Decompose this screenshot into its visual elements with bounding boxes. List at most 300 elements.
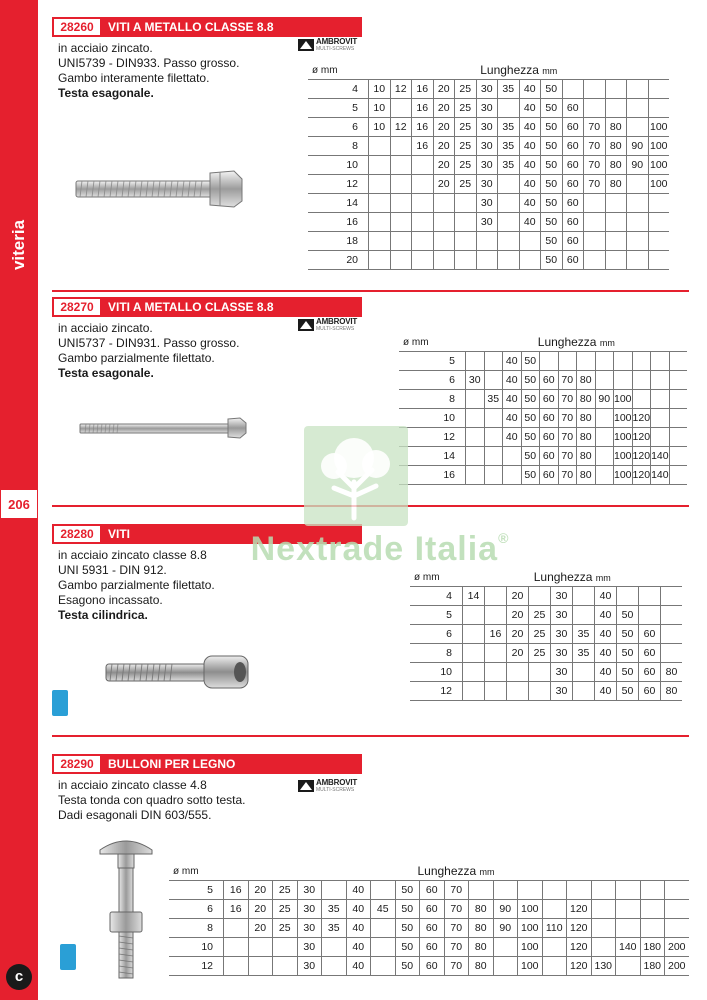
length-cell: 50 [395, 881, 420, 900]
length-cell: 20 [248, 881, 273, 900]
length-cell: 25 [273, 919, 298, 938]
length-cell [498, 99, 520, 118]
diameter-cell: 12 [169, 957, 224, 976]
length-cell [466, 466, 485, 485]
length-cell: 50 [541, 175, 563, 194]
length-cell [595, 409, 614, 428]
section-header [52, 524, 362, 544]
length-cell: 60 [540, 390, 559, 409]
table-row [308, 80, 669, 99]
watermark-name: Nextrade Italia [250, 530, 499, 568]
length-cell [529, 587, 551, 606]
length-cell: 40 [346, 938, 371, 957]
length-cell: 16 [412, 99, 434, 118]
product-section-28280 [52, 524, 689, 739]
length-cell: 25 [455, 118, 477, 137]
length-table [169, 862, 689, 976]
length-cell: 30 [551, 663, 573, 682]
diameter-cell: 14 [399, 447, 466, 466]
length-cell [463, 663, 485, 682]
length-cell: 30 [476, 118, 498, 137]
diameter-cell: 8 [410, 644, 463, 663]
length-cell: 10 [369, 99, 391, 118]
table-row [308, 118, 669, 137]
length-cell: 40 [503, 390, 522, 409]
diameter-cell: 6 [399, 371, 466, 390]
brand-name: AMBROVIT [316, 778, 358, 787]
table-row [308, 232, 669, 251]
length-cell [466, 428, 485, 447]
length-cell: 60 [562, 213, 584, 232]
length-cell: 120 [567, 919, 592, 938]
length-cell [455, 232, 477, 251]
length-cell: 120 [567, 900, 592, 919]
length-cell [455, 194, 477, 213]
length-header [224, 862, 689, 881]
diameter-cell: 10 [169, 938, 224, 957]
length-cell: 30 [551, 644, 573, 663]
desc-bold-line: Testa cilindrica. [58, 608, 148, 622]
length-cell [577, 352, 596, 371]
table-row [308, 194, 669, 213]
length-cell: 80 [605, 137, 627, 156]
length-cell [498, 251, 520, 270]
length-cell [669, 428, 687, 447]
page-number: 206 [0, 489, 38, 519]
length-cell [584, 80, 606, 99]
length-header [369, 61, 670, 80]
length-cell [605, 99, 627, 118]
length-cell: 130 [591, 957, 616, 976]
length-cell [591, 919, 616, 938]
length-cell [412, 194, 434, 213]
length-cell: 20 [507, 625, 529, 644]
length-cell: 70 [584, 175, 606, 194]
section-header [52, 754, 362, 774]
diameter-cell: 10 [399, 409, 466, 428]
length-cell [616, 919, 641, 938]
length-unit: mm [479, 867, 495, 877]
length-cell [484, 352, 503, 371]
length-cell: 80 [577, 428, 596, 447]
length-cell: 25 [455, 80, 477, 99]
length-cell: 80 [577, 390, 596, 409]
length-cell: 14 [463, 587, 485, 606]
length-cell [322, 881, 347, 900]
length-cell [466, 447, 485, 466]
length-cell: 80 [605, 118, 627, 137]
brand-logo [298, 317, 366, 335]
length-cell [224, 957, 249, 976]
length-cell: 50 [521, 447, 540, 466]
section-header [52, 297, 362, 317]
desc-line: Esagono incassato. [58, 593, 163, 607]
length-cell [651, 390, 670, 409]
length-cell: 30 [551, 606, 573, 625]
table-row [308, 175, 669, 194]
length-cell [412, 175, 434, 194]
length-cell: 25 [273, 900, 298, 919]
table-row [169, 957, 689, 976]
length-cell: 40 [595, 663, 617, 682]
length-cell [558, 352, 577, 371]
diameter-cell: 5 [399, 352, 466, 371]
product-title: VITI A METALLO CLASSE 8.8 [108, 300, 274, 314]
length-cell [433, 194, 455, 213]
brand-logo [298, 778, 366, 796]
desc-line: UNI 5931 - DIN 912. [58, 563, 167, 577]
length-cell: 50 [395, 938, 420, 957]
length-cell [503, 466, 522, 485]
brand-subtitle: MULTI-SCREWS [316, 326, 355, 332]
length-cell: 90 [627, 156, 649, 175]
table-row [169, 881, 689, 900]
length-cell [484, 466, 503, 485]
length-cell [605, 232, 627, 251]
brand-emblem-icon [298, 780, 314, 792]
length-cell [390, 194, 412, 213]
length-cell [605, 213, 627, 232]
table-row [169, 919, 689, 938]
length-table [399, 333, 687, 485]
length-cell: 35 [322, 919, 347, 938]
length-cell [433, 232, 455, 251]
length-cell: 20 [507, 644, 529, 663]
length-cell [433, 251, 455, 270]
diameter-header: ø mm [308, 61, 369, 80]
length-cell [463, 682, 485, 701]
length-cell [591, 900, 616, 919]
length-cell [573, 587, 595, 606]
length-cell: 60 [562, 99, 584, 118]
length-cell: 50 [617, 663, 639, 682]
length-cell [322, 938, 347, 957]
length-cell: 60 [562, 137, 584, 156]
length-cell [371, 881, 396, 900]
length-cell: 70 [444, 957, 469, 976]
length-cell: 140 [616, 938, 641, 957]
length-cell [661, 606, 683, 625]
desc-line: in acciaio zincato. [58, 321, 153, 335]
table-row [410, 606, 682, 625]
section-divider [52, 505, 689, 507]
length-cell [616, 957, 641, 976]
diameter-cell: 6 [308, 118, 369, 137]
length-cell: 45 [371, 900, 396, 919]
length-cell [371, 957, 396, 976]
length-cell [476, 251, 498, 270]
length-cell: 20 [507, 587, 529, 606]
length-cell [573, 682, 595, 701]
table-row [169, 938, 689, 957]
length-cell: 60 [562, 232, 584, 251]
length-cell: 35 [498, 80, 520, 99]
length-cell: 20 [433, 118, 455, 137]
length-cell: 100 [614, 390, 633, 409]
desc-line: Dadi esagonali DIN 603/555. [58, 808, 212, 822]
diameter-cell: 6 [169, 900, 224, 919]
length-cell [661, 644, 683, 663]
length-cell [507, 663, 529, 682]
table-row [399, 352, 687, 371]
length-cell: 40 [595, 625, 617, 644]
diameter-cell: 20 [308, 251, 369, 270]
length-cell: 35 [498, 137, 520, 156]
length-cell: 30 [476, 213, 498, 232]
length-cell: 80 [577, 409, 596, 428]
length-cell: 40 [519, 156, 541, 175]
length-cell: 70 [444, 919, 469, 938]
length-cell [224, 938, 249, 957]
length-cell [412, 232, 434, 251]
length-cell: 50 [617, 682, 639, 701]
length-cell [273, 957, 298, 976]
product-code: 28280 [52, 524, 102, 544]
category-sidebar [0, 0, 38, 1000]
length-cell [651, 371, 670, 390]
length-cell: 16 [412, 80, 434, 99]
table-row [308, 213, 669, 232]
length-cell: 60 [562, 175, 584, 194]
length-cell: 80 [605, 156, 627, 175]
length-cell [665, 881, 689, 900]
length-cell [627, 213, 649, 232]
length-cell: 100 [648, 175, 669, 194]
length-cell: 70 [444, 900, 469, 919]
length-cell: 120 [567, 938, 592, 957]
length-cell: 40 [595, 587, 617, 606]
length-cell [648, 194, 669, 213]
length-cell: 50 [617, 606, 639, 625]
table-row [399, 409, 687, 428]
diameter-cell: 4 [410, 587, 463, 606]
length-cell [412, 213, 434, 232]
length-cell [529, 663, 551, 682]
brand-name: AMBROVIT [316, 317, 358, 326]
length-cell: 90 [493, 919, 518, 938]
length-cell: 35 [573, 625, 595, 644]
desc-bold-line: Testa esagonale. [58, 86, 154, 100]
product-section-28290 [52, 754, 689, 989]
product-section-28260 [52, 17, 689, 292]
length-cell: 100 [518, 957, 543, 976]
length-cell: 30 [476, 80, 498, 99]
length-cell: 10 [369, 118, 391, 137]
length-cell [640, 881, 665, 900]
length-cell: 40 [346, 900, 371, 919]
diameter-cell: 8 [308, 137, 369, 156]
product-description [58, 321, 308, 381]
length-cell [485, 663, 507, 682]
length-cell: 60 [540, 409, 559, 428]
length-cell: 50 [541, 137, 563, 156]
length-cell: 50 [541, 80, 563, 99]
length-cell: 40 [519, 99, 541, 118]
length-cell [595, 447, 614, 466]
length-cell [614, 352, 633, 371]
table-row [410, 644, 682, 663]
product-title: VITI [108, 527, 131, 541]
length-cell: 20 [433, 137, 455, 156]
length-cell: 90 [627, 137, 649, 156]
length-label: Lunghezza [533, 570, 593, 584]
length-cell: 20 [433, 80, 455, 99]
length-cell: 50 [541, 99, 563, 118]
length-cell [463, 644, 485, 663]
length-cell: 40 [519, 175, 541, 194]
diameter-cell: 12 [410, 682, 463, 701]
length-cell: 120 [632, 466, 651, 485]
length-cell [248, 957, 273, 976]
length-cell [542, 900, 567, 919]
length-cell [485, 682, 507, 701]
length-cell [617, 587, 639, 606]
length-cell: 20 [433, 156, 455, 175]
length-cell [640, 900, 665, 919]
carriage-bolt-with-nut-image [96, 836, 156, 986]
length-cell: 30 [476, 175, 498, 194]
length-cell [616, 900, 641, 919]
length-table [308, 61, 669, 270]
section-header [52, 17, 362, 37]
length-cell: 20 [248, 919, 273, 938]
length-cell [665, 919, 689, 938]
length-cell: 60 [562, 194, 584, 213]
length-cell: 60 [540, 466, 559, 485]
length-cell [648, 80, 669, 99]
length-label: Lunghezza [480, 63, 539, 77]
length-cell [627, 80, 649, 99]
table-row [399, 466, 687, 485]
length-cell [463, 606, 485, 625]
length-cell: 20 [248, 900, 273, 919]
length-cell: 40 [519, 137, 541, 156]
length-cell: 90 [493, 900, 518, 919]
length-cell: 30 [297, 881, 322, 900]
section-divider [52, 735, 689, 737]
length-cell: 25 [455, 175, 477, 194]
product-code: 28260 [52, 17, 102, 37]
length-label: Lunghezza [537, 335, 597, 349]
length-cell [627, 232, 649, 251]
length-cell [273, 938, 298, 957]
length-cell [371, 938, 396, 957]
length-cell [584, 232, 606, 251]
product-title: BULLONI PER LEGNO [108, 757, 236, 771]
length-cell [476, 232, 498, 251]
length-cell: 70 [558, 409, 577, 428]
length-cell [661, 587, 683, 606]
length-cell: 70 [558, 390, 577, 409]
length-cell [463, 625, 485, 644]
diameter-cell: 5 [308, 99, 369, 118]
length-cell: 100 [518, 919, 543, 938]
length-cell [484, 409, 503, 428]
length-cell: 100 [648, 156, 669, 175]
table-row [169, 900, 689, 919]
length-cell [466, 390, 485, 409]
hex-bolt-full-thread-image [74, 169, 244, 209]
length-cell: 50 [521, 466, 540, 485]
diameter-header: ø mm [169, 862, 224, 881]
length-cell: 140 [651, 466, 670, 485]
length-cell [507, 682, 529, 701]
length-cell [632, 390, 651, 409]
length-cell: 70 [558, 466, 577, 485]
length-cell: 40 [503, 371, 522, 390]
table-row [308, 137, 669, 156]
length-cell: 80 [469, 957, 494, 976]
length-unit: mm [599, 338, 615, 348]
length-cell [595, 466, 614, 485]
length-cell [519, 251, 541, 270]
length-cell: 40 [503, 428, 522, 447]
length-cell [648, 213, 669, 232]
length-cell [455, 251, 477, 270]
brand-emblem-icon [298, 39, 314, 51]
desc-line: UNI5737 - DIN931. Passo grosso. [58, 336, 240, 350]
length-cell [485, 606, 507, 625]
length-cell: 50 [395, 900, 420, 919]
product-description [58, 548, 308, 623]
length-cell [322, 957, 347, 976]
desc-bold-line: Testa esagonale. [58, 366, 154, 380]
length-cell: 120 [632, 428, 651, 447]
length-cell: 100 [614, 447, 633, 466]
table-row [410, 587, 682, 606]
length-cell: 40 [595, 606, 617, 625]
corner-index-letter: c [6, 964, 32, 990]
diameter-cell: 16 [308, 213, 369, 232]
length-cell: 30 [466, 371, 485, 390]
length-cell: 30 [476, 156, 498, 175]
length-cell: 12 [390, 118, 412, 137]
diameter-cell: 12 [308, 175, 369, 194]
length-cell: 40 [519, 213, 541, 232]
length-cell [639, 606, 661, 625]
length-cell [498, 232, 520, 251]
hex-bolt-partial-thread-image [78, 415, 248, 441]
length-cell: 40 [519, 118, 541, 137]
diameter-cell: 10 [308, 156, 369, 175]
length-cell: 80 [577, 371, 596, 390]
length-cell [661, 625, 683, 644]
length-cell: 30 [297, 900, 322, 919]
product-description [58, 778, 308, 823]
length-cell [651, 409, 670, 428]
length-cell [627, 194, 649, 213]
desc-line: Gambo interamente filettato. [58, 71, 210, 85]
length-cell: 60 [639, 682, 661, 701]
length-cell: 50 [521, 409, 540, 428]
length-cell: 50 [617, 644, 639, 663]
length-cell [455, 213, 477, 232]
length-cell: 25 [455, 156, 477, 175]
length-cell [469, 881, 494, 900]
length-cell [369, 251, 391, 270]
table-row [308, 251, 669, 270]
length-cell: 50 [521, 371, 540, 390]
length-cell [390, 137, 412, 156]
length-cell: 70 [444, 938, 469, 957]
length-cell [651, 428, 670, 447]
length-cell [493, 938, 518, 957]
length-cell [390, 251, 412, 270]
length-cell: 60 [420, 938, 445, 957]
length-cell [493, 957, 518, 976]
length-cell [369, 156, 391, 175]
length-cell: 20 [433, 99, 455, 118]
